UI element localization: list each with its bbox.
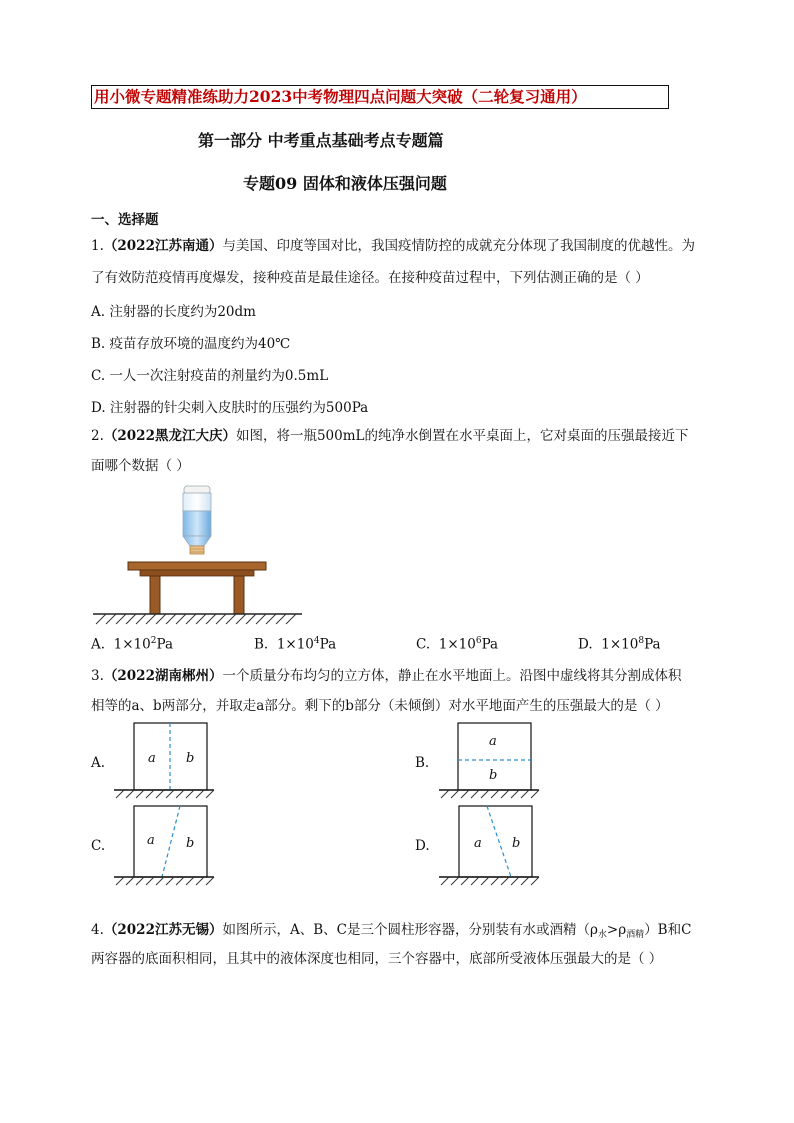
q4-source: （2022江苏无锡） — [103, 922, 223, 938]
q2-option-d-value: 1×10 — [601, 636, 639, 653]
q3-figure-b — [437, 718, 541, 800]
header-banner: 用小微专题精准练助力2023中考物理四点问题大突破（二轮复习通用） — [91, 85, 669, 109]
part-title: 第一部分 中考重点基础考点专题篇 — [198, 131, 444, 150]
q2-source: （2022黑龙江大庆） — [103, 428, 236, 444]
q2-option-b-letter: B. — [254, 636, 269, 653]
q3-line1 — [91, 666, 681, 686]
q3-figure-d — [437, 802, 541, 886]
q2-option-a-letter: A. — [91, 636, 106, 653]
q4-text1-end: ）B和C — [644, 922, 692, 938]
q3-d-part-a: a — [474, 836, 482, 851]
q3-text1: 一个质量分布均匀的立方体，静止在水平地面上。沿图中虚线将其分割成体积 — [222, 668, 682, 684]
q2-option-d-exp: 8 — [638, 636, 645, 646]
q3-option-b-label: B. — [415, 755, 430, 771]
q2-option-d-unit: Pa — [644, 636, 661, 653]
q2-option-c-letter: C. — [416, 636, 431, 653]
water-bottle — [183, 486, 211, 554]
wooden-table — [128, 562, 266, 614]
q4-text1: 如图所示，A、B、C是三个圆柱形容器，分别装有水或酒精（ρ — [222, 922, 598, 938]
q3-c-part-a: a — [147, 833, 155, 848]
q1-line2: 了有效防范疫情再度爆发，接种疫苗是最佳途径。在接种疫苗过程中，下列估测正确的是（ ） — [91, 270, 649, 286]
q4-sub-water: 水 — [597, 930, 607, 940]
q2-option-c — [416, 636, 498, 653]
q3-number: 3. — [91, 668, 104, 684]
q4-number: 4. — [91, 922, 104, 938]
q3-option-d-label: D. — [415, 838, 430, 854]
q2-line1 — [91, 426, 689, 446]
q2-option-b-exp: 4 — [313, 636, 320, 646]
q2-option-a-value: 1×10 — [113, 636, 151, 653]
q3-option-a-label: A. — [91, 755, 106, 771]
q3-option-c-label: C. — [91, 838, 106, 854]
q3-a-part-a: a — [148, 751, 156, 766]
q3-figure-a — [112, 718, 216, 800]
q3-b-part-b: b — [489, 768, 498, 783]
q3-line2: 相等的a、b两部分，并取走a部分。剩下的b部分（未倾倒）对水平地面产生的压强最大的是（ ） — [91, 698, 669, 714]
q1-option-b: B. 疫苗存放环境的温度约为40℃ — [91, 336, 291, 352]
q1-option-d: D. 注射器的针尖刺入皮肤时的压强约为500Pa — [91, 400, 369, 416]
q3-d-part-b: b — [512, 836, 521, 851]
q2-line2: 面哪个数据（ ） — [91, 458, 190, 474]
q2-option-b-unit: Pa — [319, 636, 337, 653]
q1-line1 — [91, 236, 695, 256]
q4-line1 — [91, 920, 691, 942]
q4-line2: 两容器的底面积相同，且其中的液体深度也相同，三个容器中，底部所受液体压强最大的是（ ） — [91, 951, 663, 967]
q2-text1: 如图，将一瓶500mL的纯净水倒置在水平桌面上，它对桌面的压强最接近下 — [235, 428, 689, 444]
q1-option-a: A. 注射器的长度约为20dm — [91, 304, 256, 320]
q4-sub-alcohol: 酒精 — [626, 930, 645, 940]
q2-number: 2. — [91, 428, 104, 444]
topic-title: 专题09 固体和液体压强问题 — [243, 174, 447, 193]
q1-option-c: C. 一人一次注射疫苗的剂量约为0.5mL — [91, 368, 329, 384]
ground-hatch — [93, 614, 302, 624]
q3-b-part-a: a — [489, 734, 497, 749]
q2-option-c-unit: Pa — [481, 636, 499, 653]
q2-option-b-value: 1×10 — [276, 636, 314, 653]
q1-text1: 与美国、印度等国对比，我国疫情防控的成就充分体现了我国制度的优越性。为 — [222, 238, 695, 254]
bottle-on-table-figure — [88, 478, 308, 628]
q2-option-c-exp: 6 — [475, 636, 482, 646]
q4-gt: >ρ — [606, 922, 627, 938]
q3-source: （2022湖南郴州） — [103, 668, 223, 684]
section-title: 一、选择题 — [91, 212, 159, 228]
q2-option-a — [91, 636, 173, 653]
q2-option-b — [254, 636, 336, 653]
q2-option-c-value: 1×10 — [438, 636, 476, 653]
q3-c-part-b: b — [186, 836, 195, 851]
q3-a-part-b: b — [186, 751, 195, 766]
q2-option-a-exp: 2 — [150, 636, 157, 646]
cube — [459, 806, 532, 877]
q1-number: 1. — [91, 238, 104, 254]
q3-figure-c — [112, 802, 216, 886]
q1-source: （2022江苏南通） — [103, 238, 223, 254]
q2-option-d — [578, 636, 661, 653]
q2-option-d-letter: D. — [578, 636, 593, 653]
q2-option-a-unit: Pa — [156, 636, 173, 653]
